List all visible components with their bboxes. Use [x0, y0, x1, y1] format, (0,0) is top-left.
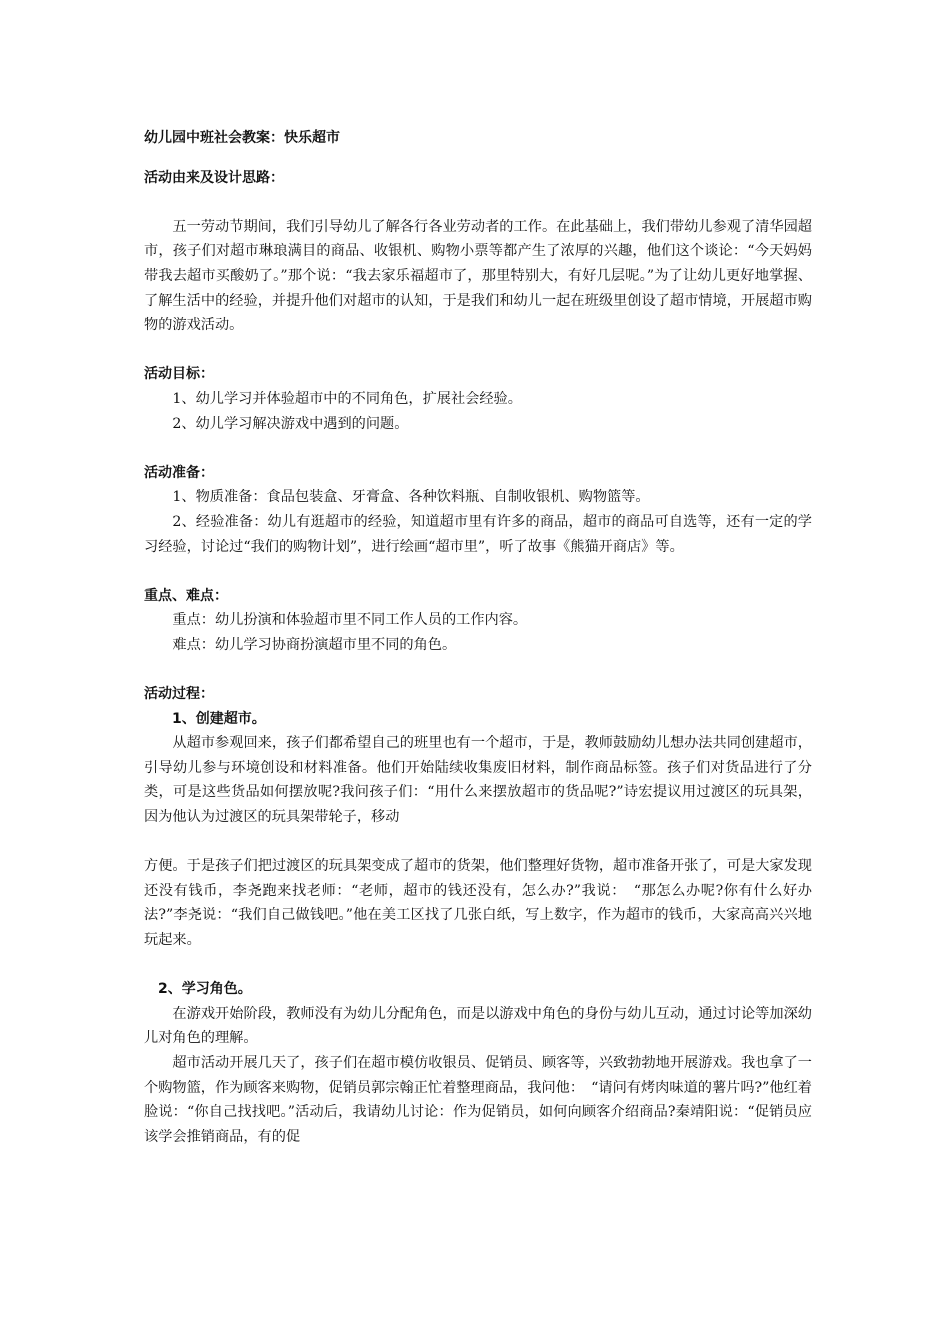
spacer: [144, 657, 812, 682]
spacer: [144, 190, 812, 215]
difficulty-item: 难点：幼儿学习协商扮演超市里不同的角色。: [172, 636, 457, 653]
document-title: 幼儿园中班社会教案：快乐超市: [144, 130, 340, 146]
section-heading-goals: 活动目标：: [144, 366, 214, 383]
section-heading-key-points: 重点、难点：: [144, 587, 228, 604]
step-heading-learn-roles: 2、学习角色。: [158, 981, 252, 998]
preparation-item-experience: 2、经验准备：幼儿有逛超市的经验，知道超市里有许多的商品，超市的商品可自选等，还有一定的学习经验，讨论过“我们的购物计划”，进行绘画“超市里”，听了故事《熊猫开商店》等。: [144, 513, 812, 555]
spacer: [144, 830, 812, 855]
key-point-item: 重点：幼儿扮演和体验超市里不同工作人员的工作内容。: [172, 612, 528, 629]
spacer: [144, 559, 812, 584]
document-body: [144, 126, 812, 1149]
goal-item: 2、幼儿学习解决游戏中遇到的问题。: [172, 415, 409, 432]
paragraph-step1-part1: 从超市参观回来，孩子们都希望自己的班里也有一个超市，于是，教师鼓励幼儿想办法共同创建超市，引导幼儿参与环境创设和材料准备。他们开始陆续收集废旧材料，制作商品标签。孩子们对货品进行了分类，可是这些货品如何摆放呢?我问孩子们：“用什么来摆放超市的货品呢?”诗宏提议用过渡区的玩具架，因为他认为过渡区的玩具架带轮子，移动: [144, 735, 812, 826]
spacer: [144, 338, 812, 363]
paragraph-origin: 五一劳动节期间，我们引导幼儿了解各行各业劳动者的工作。在此基础上，我们带幼儿参观了清华园超市，孩子们对超市琳琅满目的商品、收银机、购物小票等都产生了浓厚的兴趣，他们这个谈论：“今天妈妈带我去超市买酸奶了。”那个说：“我去家乐福超市了，那里特别大，有好几层呢。”为了让幼儿更好地掌握、了解生活中的经验，并提升他们对超市的认知，于是我们和幼儿一起在班级里创设了超市情境，开展超市购物的游戏活动。: [144, 218, 812, 334]
goal-item: 1、幼儿学习并体验超市中的不同角色，扩展社会经验。: [172, 390, 522, 407]
paragraph-step2-part1: 在游戏开始阶段，教师没有为幼儿分配角色，而是以游戏中角色的身份与幼儿互动，通过讨论等加深幼儿对角色的理解。: [144, 1005, 812, 1047]
step-heading-create-supermarket: 1、创建超市。: [172, 710, 266, 727]
section-heading-origin: 活动由来及设计思路：: [144, 169, 284, 186]
paragraph-step2-part2: 超市活动开展几天了，孩子们在超市模仿收银员、促销员、顾客等，兴致勃勃地开展游戏。我也拿了一个购物篮，作为顾客来购物，促销员郭宗翰正忙着整理商品，我问他： “请问有烤肉味道的薯片吗?”他红着脸说：“你自己找找吧。”活动后，我请幼儿讨论：作为促销员，如何向顾客介绍商品?秦靖阳说：“促销员应该学会推销商品，有的促: [144, 1054, 812, 1145]
section-heading-process: 活动过程：: [144, 686, 214, 703]
section-heading-preparation: 活动准备：: [144, 464, 214, 481]
preparation-item-material: 1、物质准备：食品包装盒、牙膏盒、各种饮料瓶、自制收银机、购物篮等。: [172, 489, 650, 506]
spacer: [144, 436, 812, 461]
spacer: [144, 953, 812, 978]
paragraph-step1-part2: 方便。于是孩子们把过渡区的玩具架变成了超市的货架，他们整理好货物，超市准备开张了，可是大家发现还没有钱币，李尧跑来找老师：“老师，超市的钱还没有，怎么办?”我说： “那怎么办呢?你有什么好办法?”李尧说：“我们自己做钱吧。”他在美工区找了几张白纸，写上数字，作为超市的钱币，大家高高兴兴地玩起来。: [144, 858, 812, 948]
